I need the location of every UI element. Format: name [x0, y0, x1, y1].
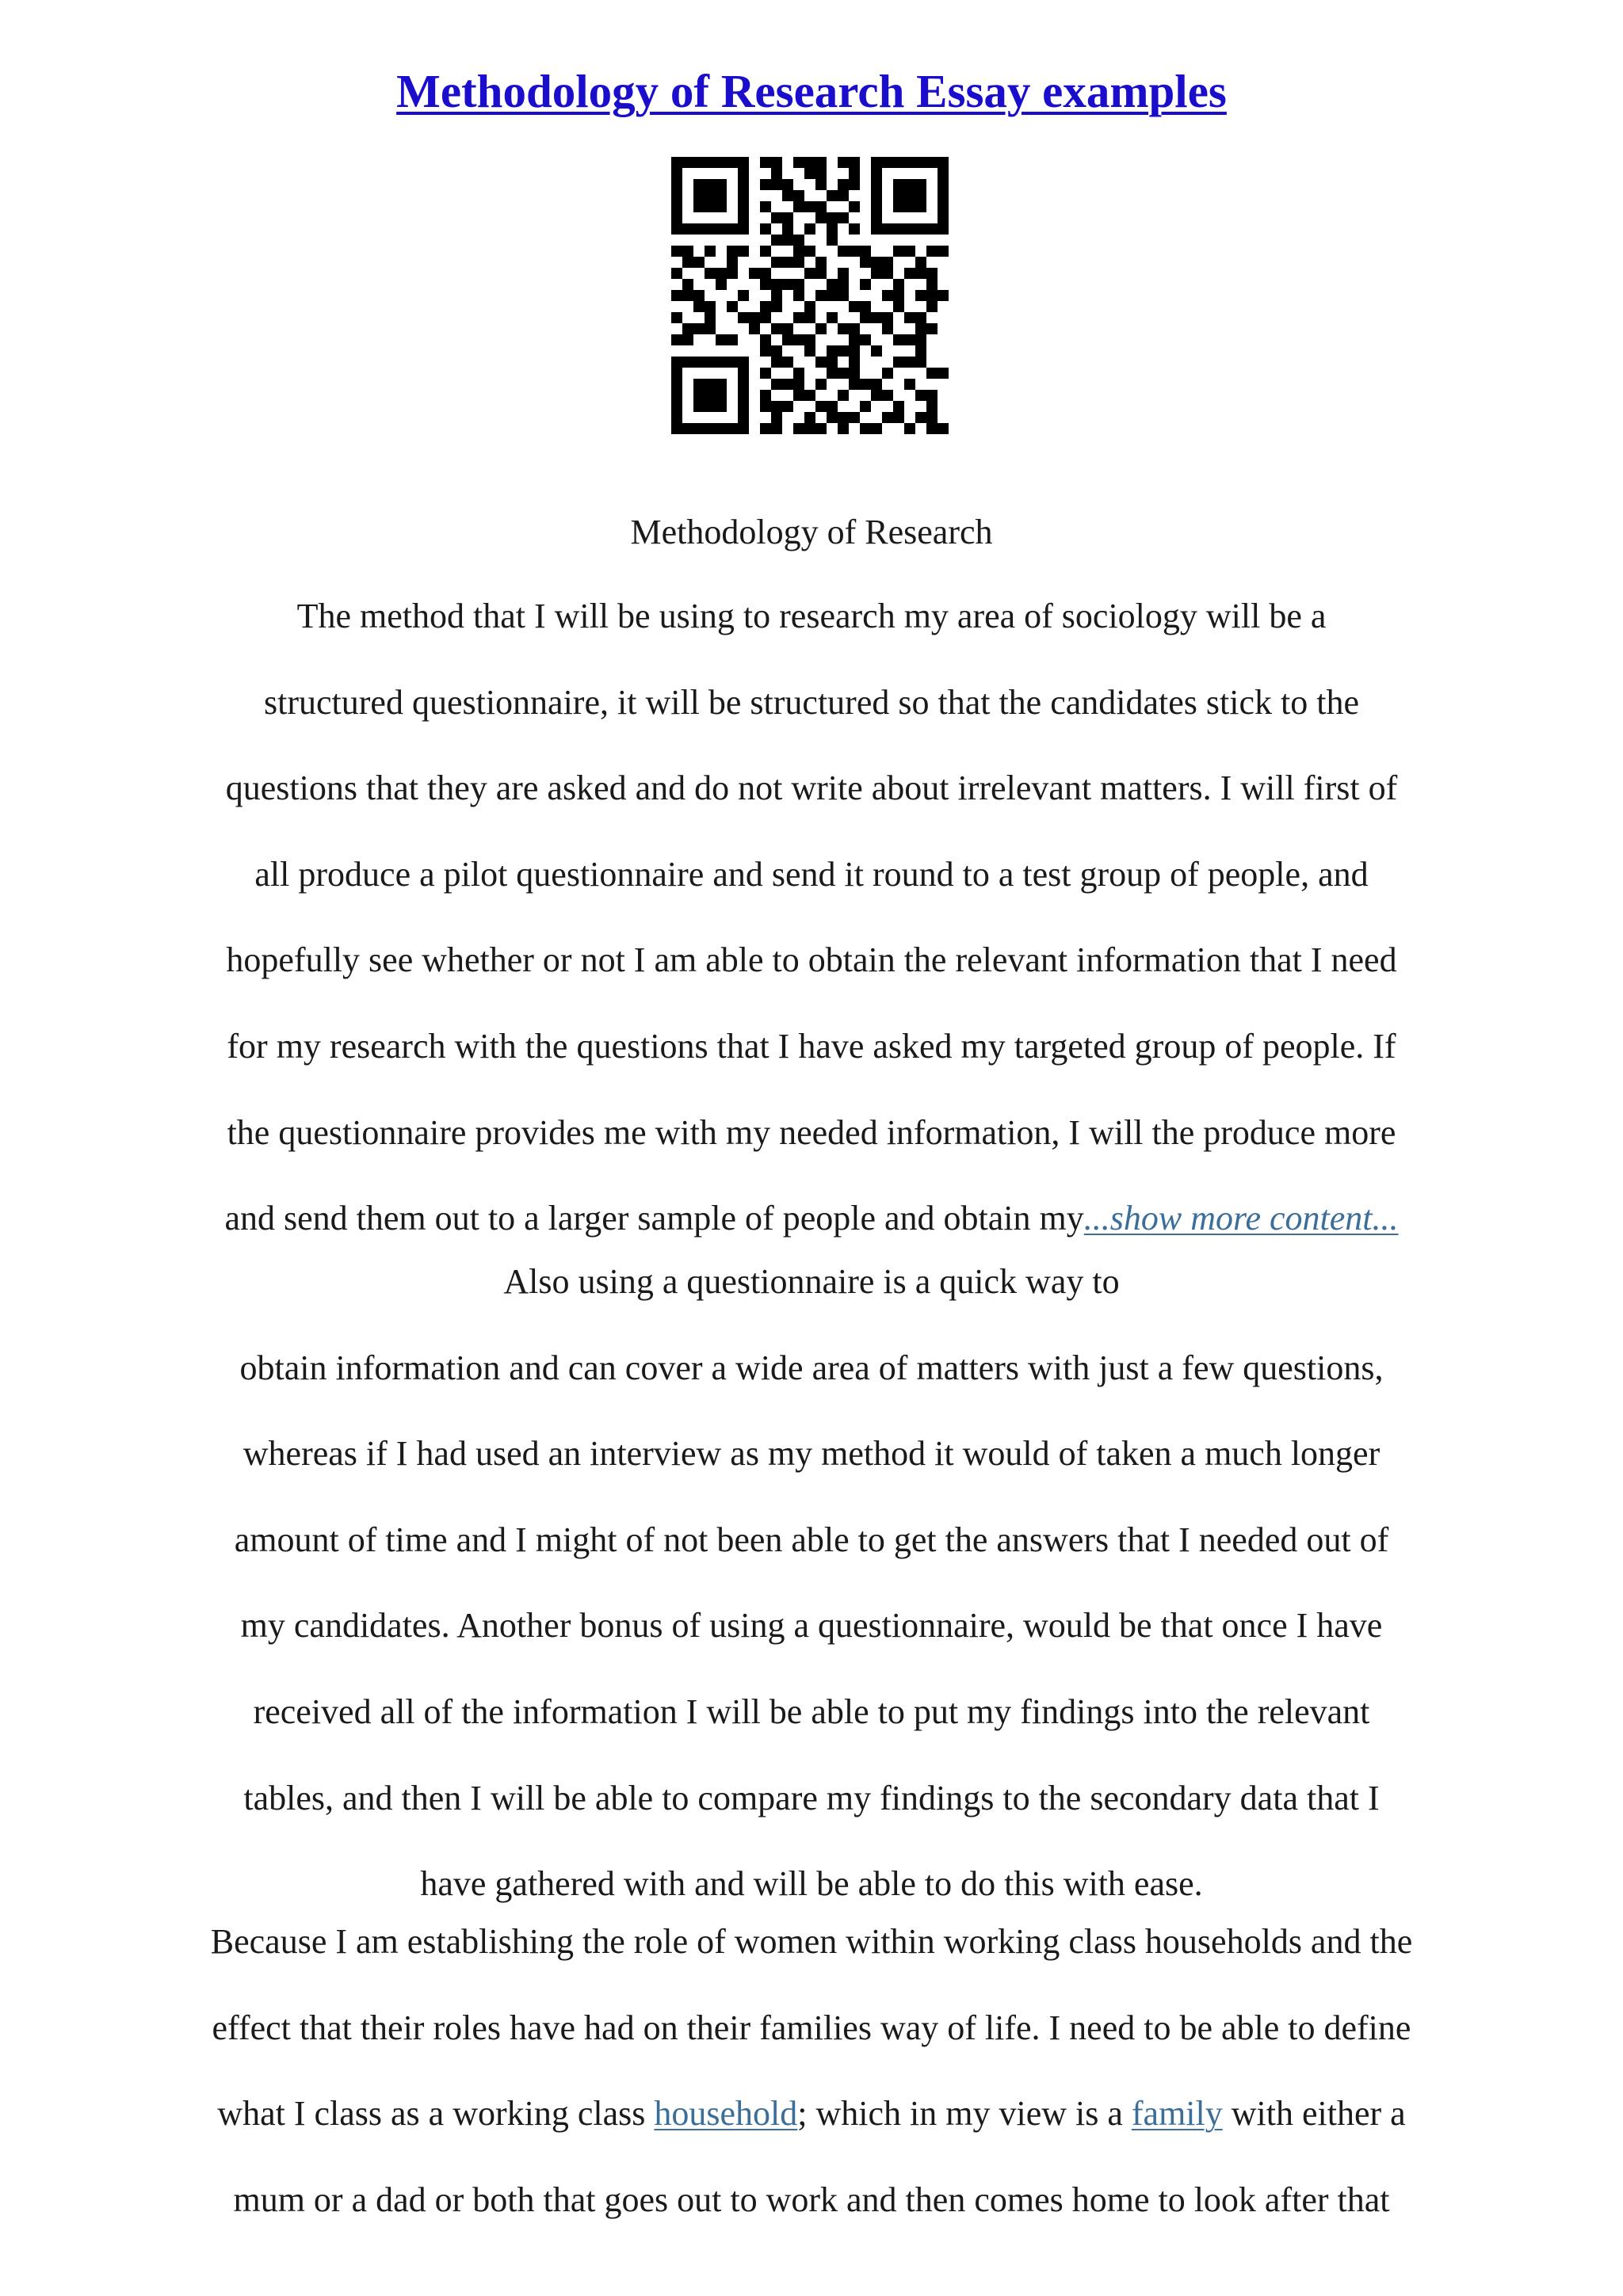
text-line: mum or a dad or both that goes out to work and then comes home to look after that	[233, 2180, 1390, 2219]
paragraph-3	[135, 1899, 1488, 2243]
document-title	[0, 55, 1623, 127]
text-line-with-links	[135, 2071, 1488, 2157]
text-segment: what I class as a working class	[217, 2094, 655, 2134]
text-segment: with either a	[1222, 2094, 1406, 2134]
text-line: Because I am establishing the role of women within working class households and the	[210, 1922, 1413, 1961]
text-line: structured questionnaire, it will be structured so that the candidates stick to the	[264, 682, 1359, 722]
text-segment: and send them out to a larger sample of people and obtain my	[224, 1199, 1084, 1238]
text-line: have gathered with and will be able to do this with ease.	[420, 1864, 1203, 1904]
text-line: the questionnaire provides me with my needed information, I will the produce more	[227, 1112, 1396, 1152]
qr-code	[671, 157, 949, 434]
text-segment: ; which in my view is a	[797, 2094, 1132, 2134]
paragraph-1	[158, 574, 1465, 1262]
text-line: The method that I will be using to research my area of sociology will be a	[296, 597, 1327, 635]
text-line: for my research with the questions that I have asked my targeted group of people. If	[227, 1026, 1396, 1066]
show-more-link[interactable]: ...show more content...	[1083, 1199, 1399, 1238]
family-link[interactable]: family	[1131, 2094, 1223, 2134]
text-line: my candidates. Another bonus of using a questionnaire, would be that once I have	[240, 1606, 1383, 1646]
text-line: all produce a pilot questionnaire and send it round to a test group of people, and	[254, 854, 1369, 894]
text-line: questions that they are asked and do not write about irrelevant matters. I will first of	[225, 769, 1398, 808]
text-line: received all of the information I will be able to put my findings into the relevant	[253, 1691, 1370, 1731]
text-line: amount of time and I might of not been able to get the answers that I needed out of	[234, 1520, 1389, 1559]
text-line: obtain information and can cover a wide area of matters with just a few questions,	[239, 1348, 1384, 1387]
text-line: Also using a questionnaire is a quick way to	[503, 1262, 1120, 1301]
title-link[interactable]: Methodology of Research Essay examples	[396, 65, 1227, 117]
text-line: whereas if I had used an interview as my method it would of taken a much longer	[242, 1434, 1381, 1474]
household-link[interactable]: household	[654, 2094, 798, 2134]
paragraph-2	[158, 1239, 1465, 1928]
section-heading: Methodology of Research	[630, 513, 993, 551]
text-line: tables, and then I will be able to compare my findings to the secondary data that I	[243, 1778, 1380, 1817]
text-line: hopefully see whether or not I am able to obtain the relevant information that I need	[226, 940, 1397, 980]
text-line: effect that their roles have had on their families way of life. I need to be able to define	[212, 2008, 1411, 2047]
